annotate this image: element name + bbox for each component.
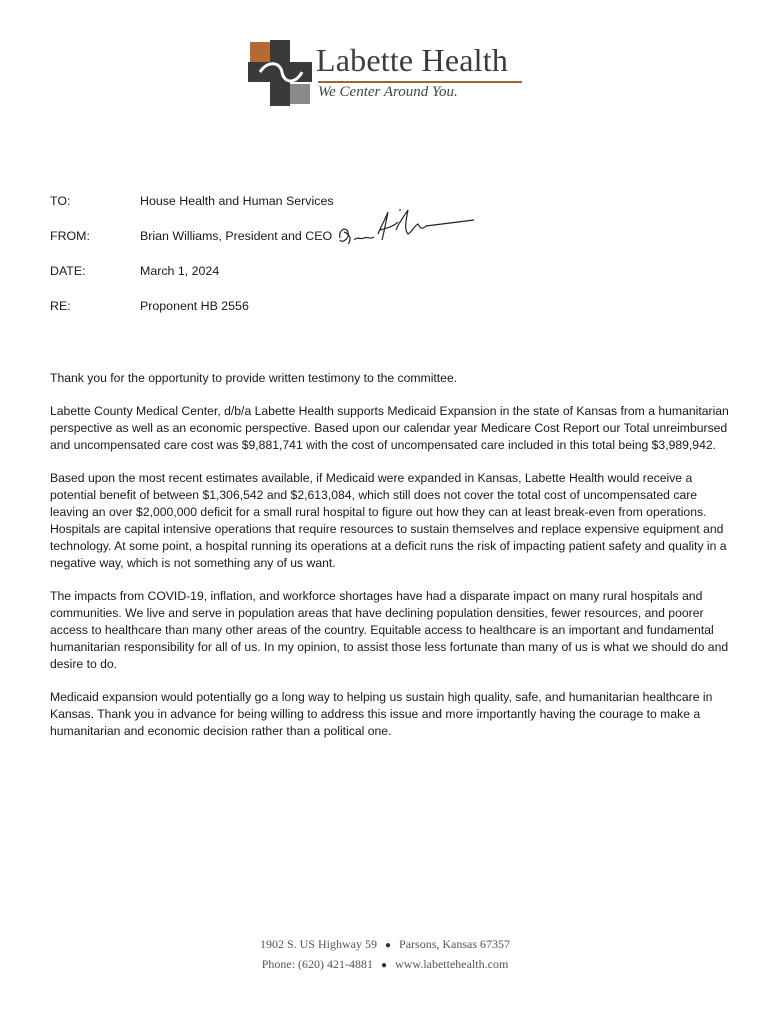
organization-tagline: We Center Around You. xyxy=(318,84,458,100)
bullet-separator-icon: ● xyxy=(381,960,388,971)
letterhead-divider xyxy=(318,81,522,83)
bullet-separator-icon: ● xyxy=(384,940,392,951)
footer-contact-line xyxy=(0,957,770,972)
date-value: March 1, 2024 xyxy=(140,264,220,278)
footer-street-address: 1902 S. US Highway 59 xyxy=(259,937,377,951)
from-value: Brian Williams, President and CEO xyxy=(140,229,333,243)
from-label: FROM: xyxy=(50,229,90,243)
footer-website[interactable]: www.labettehealth.com xyxy=(395,957,509,971)
to-value: House Health and Human Services xyxy=(140,194,334,208)
to-label: TO: xyxy=(50,194,71,208)
letterhead-logo xyxy=(248,38,538,110)
body-paragraph-5: Medicaid expansion would potentially go a long way to helping us sustain high quality, safe, and humanitarian healthcare in Kansas. Thank you in advance for being willing to address this issue and more importantly having the courage to make a humanitarian and economic decision rather than a political one. xyxy=(50,690,713,738)
body-paragraph-4: The impacts from COVID-19, inflation, and workforce shortages have had a disparate impact on many rural hospitals and communities. We live and serve in population areas that have declining population densities, fewer resources, and poorer access to healthcare than many other areas of the country. Equitable access to healthcare is an important and fundamental humanitarian responsibility for all of us. In my opinion, to assist those less fortunate than many of us is what we should do and desire to do. xyxy=(50,589,729,671)
footer-phone: Phone: (620) 421-4881 xyxy=(261,957,374,971)
letter-body xyxy=(50,370,730,756)
re-value: Proponent HB 2556 xyxy=(140,299,249,313)
footer-address-line xyxy=(0,937,770,952)
handwritten-signature xyxy=(334,204,479,250)
labette-health-cross-logo-icon xyxy=(248,40,312,106)
organization-name: Labette Health xyxy=(316,42,509,78)
re-label: RE: xyxy=(50,299,71,313)
body-paragraph-2: Labette County Medical Center, d/b/a Labette Health supports Medicaid Expansion in the state of Kansas from a humanitarian perspective as well as an economic perspective. Based upon our calendar year Medicare Cost Report our Total unreimbursed and uncompensated care cost was $9,881,741 with the cost of uncompensated care included in this total being $3,989,942. xyxy=(50,404,729,452)
body-paragraph-3: Based upon the most recent estimates available, if Medicaid were expanded in Kansas, Labette Health would receive a potential benefit of between $1,306,542 and $2,613,084, which still does not cover the total cost of uncompensated care leaving an over $2,000,000 deficit for a small rural hospital to figure out how they can at least break-even from operations. Hospitals are capital intensive operations that require resources to sustain themselves and replace expensive equipment and technology. At some point, a hospital running its operations at a deficit runs the risk of impacting patient safety and quality in a negative way, which is not something any of us want. xyxy=(50,471,727,570)
body-paragraph-1: Thank you for the opportunity to provide written testimony to the committee. xyxy=(50,371,458,385)
date-label: DATE: xyxy=(50,264,86,278)
footer-city: Parsons, Kansas 67357 xyxy=(399,937,511,951)
